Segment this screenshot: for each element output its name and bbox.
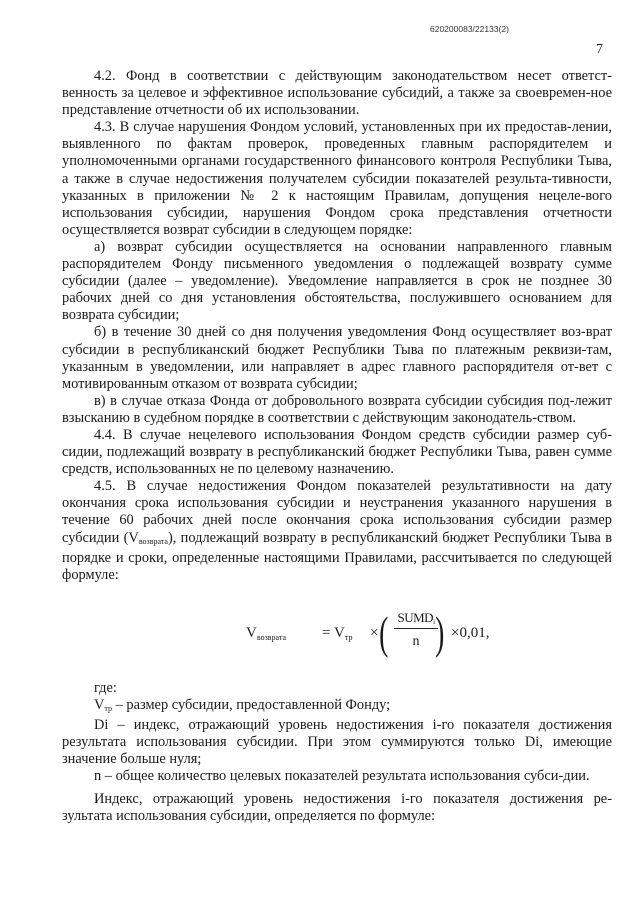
definition-di: Di – индекс, отражающий уровень недостижения i-го показателя достижения результата использования субсидии. При этом суммируются только Di, имеющие значение больше нуля; xyxy=(62,717,612,768)
definitions-block xyxy=(62,680,612,826)
paragraph-4-5 xyxy=(62,478,612,584)
paragraph-4-3-b: б) в течение 30 дней со дня получения уведомления Фонд осуществляет воз-врат субсидии в республиканский бюджет Республики Тыва по платежным реквизи-там, указанным в уведомлении, или направляет в адрес главного распорядителя от-вет с мотивированным отказом от возврата субсидии; xyxy=(62,324,612,392)
paragraph-4-3-v: в) в случае отказа Фонда от добровольного возврата субсидии субсидия под-лежит взысканию в судебном порядке в соответствии с действующим законодатель-ством. xyxy=(62,392,612,426)
definition-index: Индекс, отражающий уровень недостижения i-го показателя достижения ре-зультата использования субсидии, определяется по формуле: xyxy=(62,791,612,825)
formula-equals: = xyxy=(322,624,331,641)
formula-left-paren: ( xyxy=(379,606,389,658)
formula-vtr xyxy=(334,626,352,642)
paragraph-4-5-text-start: 4.5. В случае недостижения Фондом показателей результативности на дату окончания срока использования субсидии и неустранения указанного нарушения в течение 60 рабочих дней после окончания срока использования субсидии размер субсидии (V xyxy=(62,478,612,546)
paragraph-4-3-a: а) возврат субсидии осуществляется на основании направленного главным распорядителем Фонду письменного уведомления о подлежащей возврату сумме субсидии (далее – уведомление). Уведомление направляется в срок не позднее 30 рабочих дней со дня установления обстоятельства, послужившего основанием для возврата субсидии; xyxy=(62,238,612,324)
formula-lhs xyxy=(246,626,286,642)
definition-vtr-var: V xyxy=(94,696,105,713)
formula-right-paren: ) xyxy=(435,606,445,658)
formula-vtr-sub: тр xyxy=(344,632,353,642)
paragraph-4-5-subscript: возврата xyxy=(138,536,168,546)
formula-lhs-var: V xyxy=(246,624,257,641)
document-id: 620200083/22133(2) xyxy=(430,24,509,34)
paragraph-4-2: 4.2. Фонд в соответствии с действующим законодательством несет ответст-венность за целевое и эффективное использование субсидий, а также за своевремен-ное представление отчетности об их использовании. xyxy=(62,68,612,119)
formula-fraction xyxy=(394,611,438,649)
where-label: где: xyxy=(94,679,117,696)
page-number: 7 xyxy=(596,42,603,57)
definition-vtr-sub: тр xyxy=(104,703,112,713)
paragraph-4-5-text-end: ), подлежащий возврату в республиканский бюджет Республики Тыва в порядке и сроки, определенные настоящими Правилами, рассчитывается по следующей формуле: xyxy=(62,529,612,583)
formula-tail: ×0,01, xyxy=(451,624,490,641)
formula-numerator-sub: i xyxy=(433,617,435,626)
paragraph-4-3: 4.3. В случае нарушения Фондом условий, установленных при их предостав-лении, выявленного по фактам проверок, проведенных главным распорядителем и уполномоченными органами государственного финансового контроля Республики Тыва, а также в случае недостижения получателем субсидии показателей результа-тивности, указанных в приложении № 2 к настоящим Правилам, допущения нецеле-вого использования субсидии, нарушения Фондом срока представления отчетности осуществляется возврат субсидии в следующем порядке: xyxy=(62,119,612,238)
formula-times: × xyxy=(370,624,379,641)
paragraph-4-4: 4.4. В случае нецелевого использования Фондом средств субсидии размер суб-сидии, подлежащий возврату в республиканский бюджет Республики Тыва, равен сумме средств, использованных не по целевому назначению. xyxy=(62,426,612,478)
formula-lhs-sub: возврата xyxy=(256,632,286,642)
formula-fraction-bar xyxy=(394,628,438,629)
refund-formula xyxy=(246,606,612,662)
formula-vtr-var: V xyxy=(334,624,345,641)
formula-numerator xyxy=(394,611,438,626)
document-body xyxy=(62,68,612,826)
definition-n: n – общее количество целевых показателей результата использования субси-дии. xyxy=(94,768,590,785)
formula-numerator-text: SUMD xyxy=(397,609,434,625)
formula-denominator: n xyxy=(412,633,420,649)
definition-vtr-text: – размер субсидии, предоставленной Фонду; xyxy=(112,696,391,713)
definition-vtr xyxy=(62,697,612,717)
